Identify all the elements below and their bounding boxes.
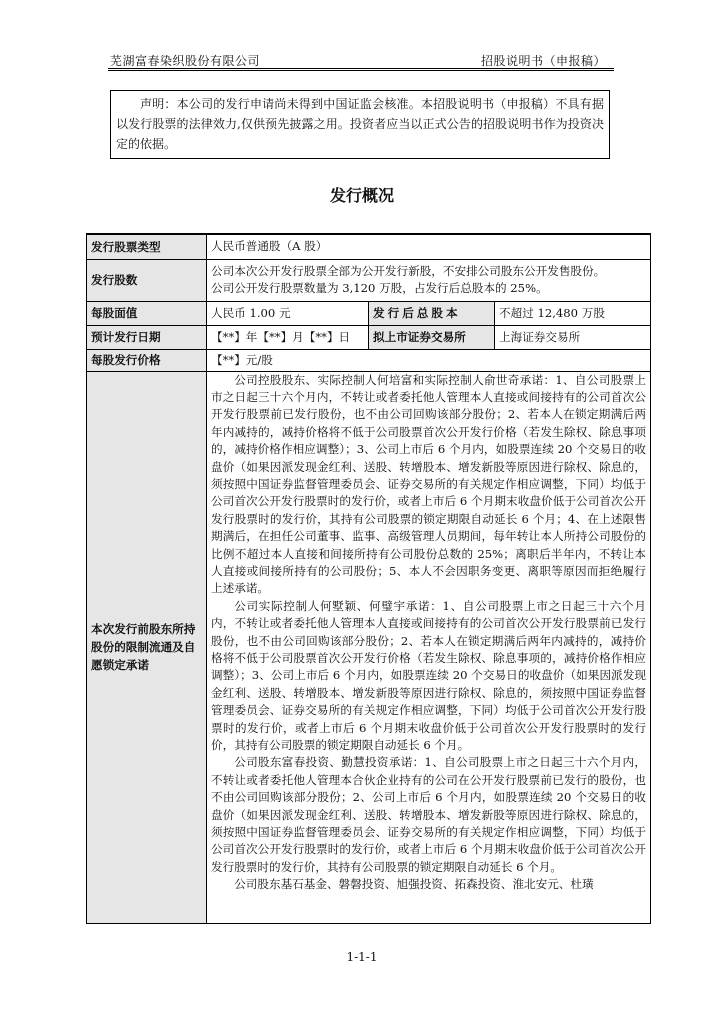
header-rule — [108, 68, 614, 71]
stock-type-value: 人民币普通股（A 股） — [207, 234, 651, 259]
lockup-label: 本次发行前股东所持股份的限制流通及自愿锁定承诺 — [87, 371, 207, 923]
lockup-paragraph: 公司控股股东、实际控制人何培富和实际控制人俞世奇承诺：1、自公司股票上市之日起三十六个月内，不转让或者委托他人管理本人直接或间接持有的公司首次公开发行股票前已发行股份，也不由公司回购该部分股份；2、若本人在锁定期满后两年内减持的，减持价格将不低于公司股票首次公开发行价格（若发生除权、除息事项的，减持价格作相应调整）；3、公司上市后 6 个月内，如股票连续 20 个交易日的收盘价（如果因派发现金红利、送股、转增股本、增发新股等原因进行除权、除息的，须按照中国证券监督管理委员会、证券交易所的有关规定作相应调整，下同）均低于公司首次公开发行股票时的发行价，或者上市后 6 个月期末收盘价低于公司首次公开发行股票时的发行价，其持有公司股票的锁定期限自动延长 6 个月；4、在上述限售期满后，在担任公司董事、监事、高级管理人员期间，每年转让本人所持公司股份的比例不超过本人直接和间接所持有公司股份总数的 25%；离职后半年内，不转让本人直接或间接所持有的公司股份；5、本人不会因职务变更、离职等原因而拒绝履行上述承诺。 — [211, 372, 647, 596]
issue-price-value: 【**】元/股 — [207, 349, 651, 371]
issue-date-value: 【**】年【**】月【**】日 — [207, 325, 369, 349]
page-number: 1-1-1 — [346, 950, 378, 964]
disclaimer-notice: 声明：本公司的发行申请尚未得到中国证监会核准。本招股说明书（申报稿）不具有据以发行股票的法律效力,仅供预先披露之用。投资者应当以正式公告的招股说明书作为投资决定的依据。 — [110, 90, 610, 159]
issue-date-label: 预计发行日期 — [87, 325, 207, 349]
share-count-label: 发行股数 — [87, 259, 207, 301]
stock-type-label: 发行股票类型 — [87, 234, 207, 259]
exchange-label: 拟上市证券交易所 — [369, 325, 495, 349]
share-count-value — [207, 259, 651, 301]
table-row-share-count — [87, 259, 651, 301]
lockup-paragraph: 公司实际控制人何墅颖、何璧宇承诺：1、自公司股票上市之日起三十六个月内，不转让或者委托他人管理本人直接或间接持有的公司首次公开发行股票前已发行股份，也不由公司回购该部分股份；2、若本人在锁定期满后两年内减持的，减持价格将不低于公司股票首次公开发行价格（若发生除权、除息事项的，减持价格作相应调整）；3、公司上市后 6 个月内，如股票连续 20 个交易日的收盘价（如果因派发现金红利、送股、转增股本、增发新股等原因进行除权、除息的，须按照中国证券监督管理委员会、证券交易所的有关规定作相应调整，下同）均低于公司首次公开发行股票时的发行价，或者上市后 6 个月期末收盘价低于公司首次公开发行股票时的发行价，其持有公司股票的锁定期限自动延长 6 个月。 — [211, 598, 647, 753]
table-row-lockup — [87, 371, 651, 923]
table-row-stock-type — [87, 234, 651, 259]
par-value-value: 人民币 1.00 元 — [207, 301, 369, 325]
offering-overview-table — [86, 233, 651, 924]
issue-price-label: 每股发行价格 — [87, 349, 207, 371]
lockup-paragraph: 公司股东富春投资、勤慧投资承诺：1、自公司股票上市之日起三十六个月内，不转让或者委托他人管理本合伙企业持有的公司在公开发行股票前已发行的股份，也不由公司回购该部分股份；2、公司上市后 6 个月内，如股票连续 20 个交易日的收盘价（如果因派发现金红利、送股、转增股本、增发新股等原因进行除权、除息的，须按照中国证券监督管理委员会、证券交易所的有关规定作相应调整，下同）均低于公司首次公开发行股票时的发行价，或者上市后 6 个月期末收盘价低于公司首次公开发行股票时的发行价，其持有公司股票的锁定期限自动延长 6 个月。 — [211, 755, 647, 874]
total-shares-value: 不超过 12,480 万股 — [495, 301, 651, 325]
table-row-price — [87, 349, 651, 371]
par-value-label: 每股面值 — [87, 301, 207, 325]
table-row-issue-date — [87, 325, 651, 349]
share-count-line-2: 公司公开发行股票数量为 3,120 万股，占发行后总股本的 25%。 — [211, 281, 548, 295]
lockup-paragraph: 公司股东基石基金、磐磐投资、旭强投资、拓森投资、淮北安元、杜璜 — [234, 877, 594, 892]
exchange-value: 上海证券交易所 — [495, 325, 651, 349]
lockup-commitments — [207, 371, 651, 923]
share-count-line-1: 公司本次公开发行股票全部为公开发行新股，不安排公司股东公开发售股份。 — [211, 264, 606, 278]
total-shares-label: 发行后总股本 — [369, 301, 495, 325]
header-company-name: 芜湖富春染织股份有限公司 — [110, 54, 261, 68]
header-document-type: 招股说明书（申报稿） — [480, 54, 606, 68]
table-row-par-value — [87, 301, 651, 325]
page-title: 发行概况 — [329, 186, 394, 205]
